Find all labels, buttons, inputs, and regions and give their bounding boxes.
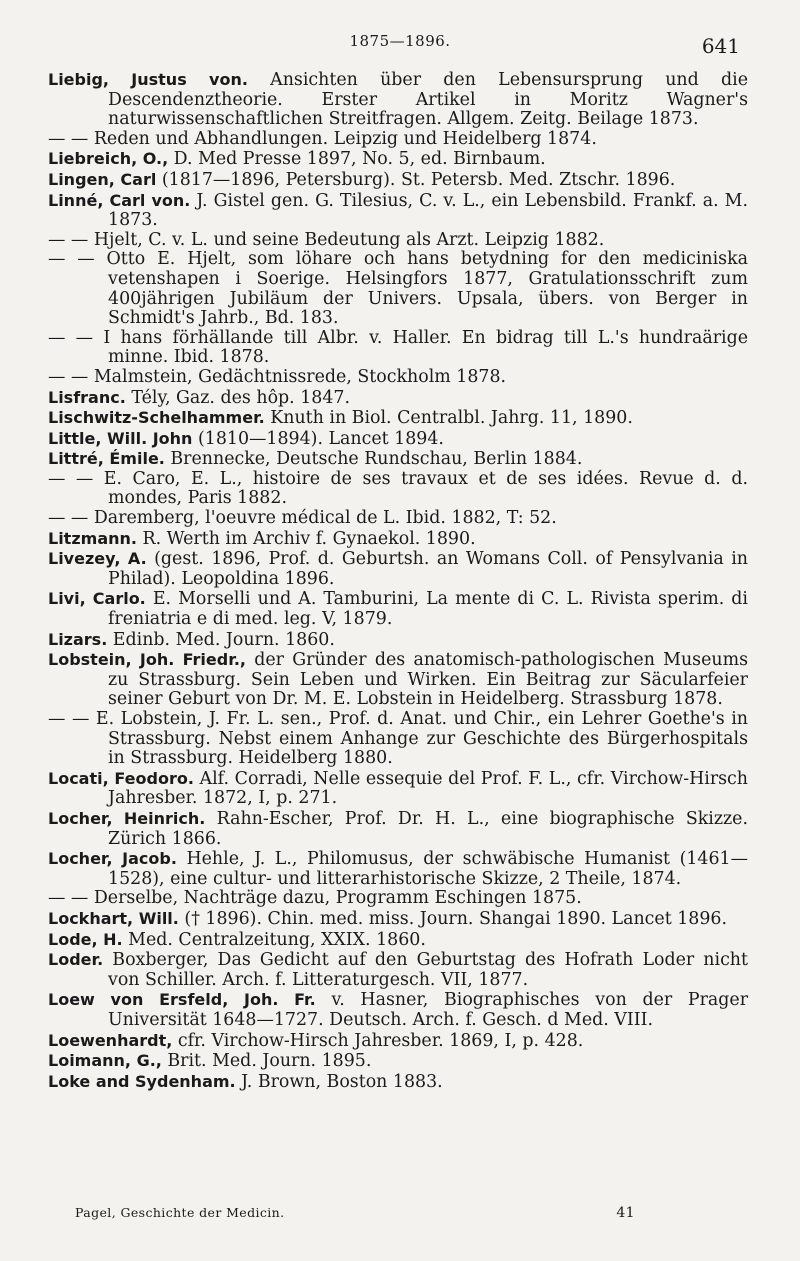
entry-citation: — — Hjelt, C. v. L. und seine Bedeutung als Arzt. Leipzig 1882. xyxy=(48,229,605,250)
bibliography-entry xyxy=(48,529,748,550)
entry-citation: Knuth in Biol. Centralbl. Jahrg. 11, 1890. xyxy=(264,408,633,429)
entry-headword: Loimann, G., xyxy=(48,1051,162,1071)
entry-headword: Loew von Ersfeld, Joh. Fr. xyxy=(48,990,316,1010)
entry-citation: E. Morselli und A. Tamburini, La mente di C. L. Rivista sperim. di freniatria e di med. leg. V, 1879. xyxy=(108,589,748,630)
entry-citation: (1817—1896, Petersburg). St. Petersb. Med. Ztschr. 1896. xyxy=(156,169,676,190)
bibliography-entry xyxy=(48,231,748,251)
bibliography-entry xyxy=(48,769,748,809)
entry-headword: Livi, Carlo. xyxy=(48,589,146,609)
entry-citation: — — Malmstein, Gedächtnissrede, Stockholm 1878. xyxy=(48,366,507,387)
entry-citation: — — Derselbe, Nachträge dazu, Programm Eschingen 1875. xyxy=(48,888,582,909)
entry-headword: Livezey, A. xyxy=(48,549,147,569)
bibliography-entry xyxy=(48,589,748,629)
entry-citation: Boxberger, Das Gedicht auf den Geburtstag des Hofrath Loder nicht von Schiller. Arch. f. Litteraturgesch. VII, 1877. xyxy=(103,950,748,990)
bibliography-entry xyxy=(48,149,748,170)
entry-headword: Little, Will. John xyxy=(48,428,193,448)
bibliography-entry xyxy=(48,329,748,368)
entry-headword: Lockhart, Will. xyxy=(48,908,179,928)
bibliography-entry xyxy=(48,449,748,470)
bibliography-entry xyxy=(48,630,748,651)
entry-citation: Brit. Med. Journ. 1895. xyxy=(161,1051,372,1072)
entry-citation: — — E. Lobstein, J. Fr. L. sen., Prof. d. Anat. und Chir., ein Lehrer Goethe's in Strassburg. Nebst einem Anhange zur Geschichte des Bürgerhospitals in Strassburg. Heidelberg 1880. xyxy=(48,709,748,769)
running-head-years: 1875—1896. xyxy=(349,32,451,50)
bibliography-entry xyxy=(48,170,748,191)
entry-headword: Litzmann. xyxy=(48,528,137,548)
entry-citation: Brennecke, Deutsche Rundschau, Berlin 1884. xyxy=(164,449,583,470)
entry-citation: J. Gistel gen. G. Tilesius, C. v. L., ein Lebensbild. Frankf. a. M. 1873. xyxy=(108,190,748,231)
entry-headword: Locher, Heinrich. xyxy=(48,808,206,828)
entry-citation: — — Otto E. Hjelt, som löhare och hans betydning for den mediciniska vetenshapen i Soerige. Helsingfors 1877, Gratulationsschrift zum 400jährigen Jubiläum der Univers. Upsala, übers. von Berger in Schmidt's Jahrb., Bd. 183. xyxy=(48,249,748,329)
entry-citation: — — I hans förhällande till Albr. v. Haller. En bidrag till L.'s hundraärige minne. Ibid. 1878. xyxy=(48,327,748,368)
entry-headword: Lobstein, Joh. Friedr., xyxy=(48,650,246,670)
bibliography-entry xyxy=(48,1072,748,1093)
entry-headword: Lischwitz-Schelhammer. xyxy=(48,408,265,428)
bibliography-entry xyxy=(48,408,748,429)
bibliography-entry xyxy=(48,130,748,150)
entry-citation: Hehle, J. L., Philomusus, der schwäbische Humanist (1461—1528), eine cultur- und litterarhistorische Skizze, 2 Theile, 1874. xyxy=(108,849,749,889)
bibliography-entry xyxy=(48,990,748,1030)
bibliography-entry xyxy=(48,1031,748,1052)
entry-headword: Lisfranc. xyxy=(48,387,126,407)
bibliography-list xyxy=(48,70,748,1092)
bibliography-entry xyxy=(48,809,748,849)
entry-headword: Littré, Émile. xyxy=(48,449,165,469)
entry-citation: Ansichten über den Lebensursprung und die Descendenztheorie. Erster Artikel in Moritz Wagner's naturwissenschaftlichen Streitfragen. Allgem. Zeitg. Beilage 1873. xyxy=(108,70,748,130)
entry-citation: D. Med Presse 1897, No. 5, ed. Birnbaum. xyxy=(168,149,546,170)
bibliography-entry xyxy=(48,950,748,990)
entry-headword: Loder. xyxy=(48,950,104,970)
running-head xyxy=(0,30,800,60)
bibliography-entry xyxy=(48,549,748,589)
entry-headword: Liebig, Justus von. xyxy=(48,70,248,89)
entry-citation: J. Brown, Boston 1883. xyxy=(235,1071,443,1092)
entry-citation: R. Werth im Archiv f. Gynaekol. 1890. xyxy=(136,528,476,549)
entry-headword: Lizars. xyxy=(48,629,108,649)
entry-headword: Linné, Carl von. xyxy=(48,190,191,210)
bibliography-entry xyxy=(48,509,748,529)
bibliography-entry xyxy=(48,1051,748,1072)
bibliography-entry xyxy=(48,429,748,450)
entry-citation: († 1896). Chin. med. miss. Journ. Shangai 1890. Lancet 1896. xyxy=(178,908,728,929)
footer-signature: Pagel, Geschichte der Medicin. xyxy=(75,1205,285,1220)
bibliography-entry xyxy=(48,849,748,889)
signature-number: 41 xyxy=(616,1205,635,1221)
entry-citation: — — E. Caro, E. L., histoire de ses travaux et de ses idées. Revue d. d. mondes, Paris 1882. xyxy=(48,468,748,509)
entry-citation: Edinb. Med. Journ. 1860. xyxy=(107,629,335,650)
entry-headword: Lingen, Carl xyxy=(48,169,157,189)
bibliography-entry xyxy=(48,710,748,769)
entry-citation: Rahn-Escher, Prof. Dr. H. L., eine biographische Skizze. Zürich 1866. xyxy=(108,808,749,849)
entry-citation: Alf. Corradi, Nelle essequie del Prof. F. L., cfr. Virchow-Hirsch Jahresber. 1872, I, p. 271. xyxy=(108,768,748,809)
page-number: 641 xyxy=(701,34,740,58)
bibliography-entry xyxy=(48,388,748,409)
entry-headword: Loewenhardt, xyxy=(48,1030,173,1050)
bibliography-entry xyxy=(48,70,748,130)
entry-citation: (1810—1894). Lancet 1894. xyxy=(192,428,444,449)
bibliography-entry xyxy=(48,470,748,509)
bibliography-entry xyxy=(48,889,748,909)
entry-citation: Tély, Gaz. des hôp. 1847. xyxy=(125,387,351,408)
entry-headword: Loke and Sydenham. xyxy=(48,1071,236,1091)
entry-headword: Lode, H. xyxy=(48,929,123,949)
bibliography-entry xyxy=(48,930,748,951)
entry-citation: — — Daremberg, l'oeuvre médical de L. Ibid. 1882, T: 52. xyxy=(48,508,557,529)
entry-headword: Locati, Feodoro. xyxy=(48,768,194,788)
entry-citation: — — Reden und Abhandlungen. Leipzig und Heidelberg 1874. xyxy=(48,128,597,149)
entry-citation: Med. Centralzeitung, XXIX. 1860. xyxy=(122,929,426,950)
entry-citation: v. Hasner, Biographisches von der Prager Universität 1648—1727. Deutsch. Arch. f. Gesch. d Med. VIII. xyxy=(108,990,749,1030)
bibliography-entry xyxy=(48,191,748,231)
bibliography-entry xyxy=(48,368,748,388)
entry-headword: Locher, Jacob. xyxy=(48,849,177,869)
bibliography-entry xyxy=(48,250,748,328)
entry-citation: der Gründer des anatomisch-pathologischen Museums zu Strassburg. Sein Leben und Wirken. Ein Beitrag zur Säcularfeier seiner Geburt von Dr. M. E. Lobstein in Heidelberg. Strassburg 1878. xyxy=(108,650,748,710)
entry-headword: Liebreich, O., xyxy=(48,149,169,169)
entry-citation: cfr. Virchow-Hirsch Jahresber. 1869, I, p. 428. xyxy=(172,1030,584,1051)
bibliography-entry xyxy=(48,909,748,930)
bibliography-entry xyxy=(48,650,748,710)
entry-citation: (gest. 1896, Prof. d. Geburtsh. an Womans Coll. of Pensylvania in Philad). Leopoldina 1896. xyxy=(108,549,748,589)
